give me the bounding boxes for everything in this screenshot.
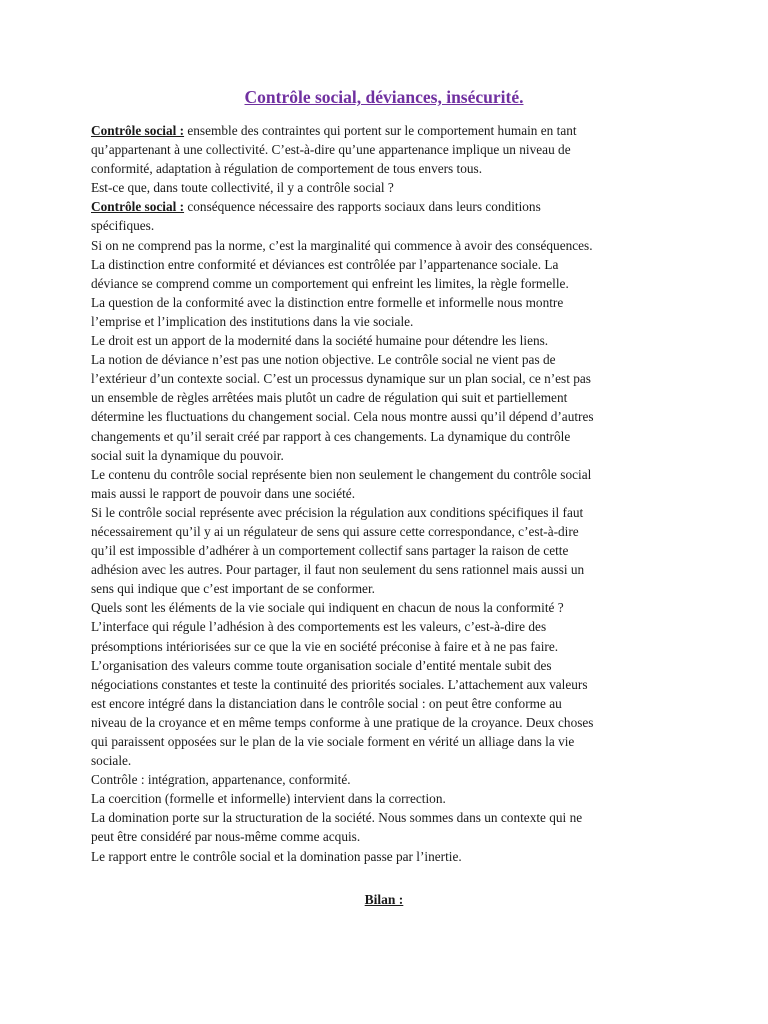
line-text: sociale. bbox=[91, 753, 132, 769]
line-text: un ensemble de règles arrêtées mais plutôt un cadre de régulation qui suit et partiellement bbox=[91, 390, 568, 406]
line-text: conséquence nécessaire des rapports sociaux dans leurs conditions bbox=[184, 199, 541, 215]
text-line bbox=[91, 694, 681, 713]
text-line bbox=[91, 617, 681, 636]
line-text: Le contenu du contrôle social représente bien non seulement le changement du contrôle social bbox=[91, 466, 592, 482]
text-line bbox=[91, 140, 681, 159]
line-text: La distinction entre conformité et déviances est contrôlée par l’appartenance sociale. La bbox=[91, 256, 559, 272]
paragraph bbox=[91, 255, 681, 293]
text-line bbox=[91, 789, 681, 808]
line-text: Contrôle : intégration, appartenance, conformité. bbox=[91, 772, 351, 788]
line-text: détermine les fluctuations du changement social. Cela nous montre aussi qu’il dépend d’autres bbox=[91, 409, 594, 425]
line-text: social suit la dynamique du pouvoir. bbox=[91, 447, 284, 463]
line-text: Le droit est un apport de la modernité dans la société humaine pour détendre les liens. bbox=[91, 333, 549, 349]
paragraph bbox=[91, 465, 681, 503]
paragraph bbox=[91, 617, 681, 655]
text-line bbox=[91, 407, 681, 426]
text-line bbox=[91, 312, 681, 331]
text-line bbox=[91, 216, 681, 235]
text-line bbox=[91, 178, 681, 197]
text-line bbox=[91, 274, 681, 293]
line-text: présomptions intériorisées sur ce que la vie en société préconise à faire et à ne pas faire. bbox=[91, 638, 559, 654]
line-text: déviance se comprend comme un comportement qui enfreint les limites, la règle formelle. bbox=[91, 275, 569, 291]
paragraph bbox=[91, 847, 681, 866]
paragraph bbox=[91, 331, 681, 350]
line-text: ensemble des contraintes qui portent sur le comportement humain en tant bbox=[184, 123, 577, 138]
paragraph bbox=[91, 197, 681, 235]
term-label: Contrôle social : bbox=[91, 199, 185, 215]
text-line bbox=[91, 121, 681, 140]
text-line bbox=[91, 732, 681, 751]
line-text: l’extérieur d’un contexte social. C’est un processus dynamique sur un plan social, ce n’est pas bbox=[91, 371, 591, 387]
text-line bbox=[91, 827, 681, 846]
line-text: l’emprise et l’implication des institutions dans la vie sociale. bbox=[91, 313, 414, 329]
line-text: La domination porte sur la structuration de la société. Nous sommes dans un contexte qui ne bbox=[91, 810, 583, 826]
line-text: La coercition (formelle et informelle) intervient dans la correction. bbox=[91, 791, 446, 807]
line-text: est encore intégré dans la distanciation dans le contrôle social : on peut être conforme au bbox=[91, 695, 562, 711]
line-text: niveau de la croyance et en même temps conforme à une pratique de la croyance. Deux choses bbox=[91, 714, 594, 730]
text-line bbox=[91, 675, 681, 694]
text-line bbox=[91, 847, 681, 866]
line-text: nécessairement qu’il y ai un régulateur de sens qui assure cette correspondance, c’est-à-dire bbox=[91, 523, 579, 539]
text-line bbox=[91, 598, 681, 617]
text-line bbox=[91, 770, 681, 789]
line-text: Si on ne comprend pas la norme, c’est la marginalité qui commence à avoir des conséquences. bbox=[91, 237, 593, 253]
paragraph bbox=[91, 656, 681, 771]
text-line bbox=[91, 236, 681, 255]
line-text: Si le contrôle social représente avec précision la régulation aux conditions spécifiques il faut bbox=[91, 504, 584, 520]
text-line bbox=[91, 522, 681, 541]
text-line bbox=[91, 427, 681, 446]
line-text: qu’il est impossible d’adhérer à un comportement collectif sans partager la raison de cette bbox=[91, 543, 569, 559]
text-line bbox=[91, 465, 681, 484]
text-line bbox=[91, 541, 681, 560]
line-text: adhésion avec les autres. Pour partager, il faut non seulement du sens rationnel mais aussi un bbox=[91, 562, 585, 578]
line-text: Est-ce que, dans toute collectivité, il y a contrôle social ? bbox=[91, 180, 394, 196]
line-text: L’interface qui régule l’adhésion à des comportements est les valeurs, c’est-à-dire des bbox=[91, 619, 547, 635]
line-text: changements et qu’il serait créé par rapport à ces changements. La dynamique du contrôle bbox=[91, 428, 571, 444]
text-line bbox=[91, 503, 681, 522]
line-text: Le rapport entre le contrôle social et la domination passe par l’inertie. bbox=[91, 848, 462, 864]
text-line bbox=[91, 255, 681, 274]
line-text: qui paraissent opposées sur le plan de la vie sociale forment en vérité un alliage dans la vie bbox=[91, 734, 575, 749]
paragraph bbox=[91, 503, 681, 598]
text-line bbox=[91, 369, 681, 388]
text-line bbox=[91, 808, 681, 827]
paragraph bbox=[91, 789, 681, 808]
text-line bbox=[91, 388, 681, 407]
text-line bbox=[91, 713, 681, 732]
text-line bbox=[91, 293, 681, 312]
paragraph bbox=[91, 178, 681, 197]
paragraph bbox=[91, 293, 681, 331]
text-line bbox=[91, 656, 681, 675]
line-text: La question de la conformité avec la distinction entre formelle et informelle nous montre bbox=[91, 294, 564, 310]
paragraph bbox=[91, 121, 681, 178]
text-line bbox=[91, 560, 681, 579]
paragraph bbox=[91, 598, 681, 617]
line-text: La notion de déviance n’est pas une notion objective. Le contrôle social ne vient pas de bbox=[91, 352, 556, 368]
line-text: sens qui indique que c’est important de se conformer. bbox=[91, 581, 375, 597]
document-title: Contrôle social, déviances, insécurité. bbox=[244, 87, 524, 107]
text-line bbox=[91, 446, 681, 465]
line-text: spécifiques. bbox=[91, 218, 155, 234]
text-line bbox=[91, 197, 681, 216]
paragraph bbox=[91, 236, 681, 255]
line-text: L’organisation des valeurs comme toute organisation sociale d’entité mentale subit des bbox=[91, 657, 552, 673]
text-line bbox=[91, 159, 681, 178]
paragraph bbox=[91, 350, 681, 465]
paragraph bbox=[91, 770, 681, 789]
paragraph bbox=[91, 808, 681, 846]
line-text: négociations constantes et teste la continuité des priorités sociales. L’attachement aux valeurs bbox=[91, 676, 588, 692]
text-line bbox=[91, 637, 681, 656]
text-line bbox=[91, 484, 681, 503]
line-text: mais aussi le rapport de pouvoir dans une société. bbox=[91, 485, 356, 501]
line-text: Quels sont les éléments de la vie sociale qui indiquent en chacun de nous la conformité ? bbox=[91, 600, 564, 616]
line-text: peut être considéré par nous-même comme acquis. bbox=[91, 829, 361, 845]
text-line bbox=[91, 751, 681, 770]
line-text: conformité, adaptation à régulation de comportement de tous envers tous. bbox=[91, 161, 483, 177]
text-line bbox=[91, 579, 681, 598]
text-line bbox=[91, 350, 681, 369]
section-heading-bilan: Bilan : bbox=[364, 892, 404, 907]
line-text: qu’appartenant à une collectivité. C’est-à-dire qu’une appartenance implique un niveau de bbox=[91, 142, 571, 158]
text-line bbox=[91, 331, 681, 350]
document-body bbox=[91, 121, 681, 866]
term-label: Contrôle social : bbox=[91, 123, 185, 138]
